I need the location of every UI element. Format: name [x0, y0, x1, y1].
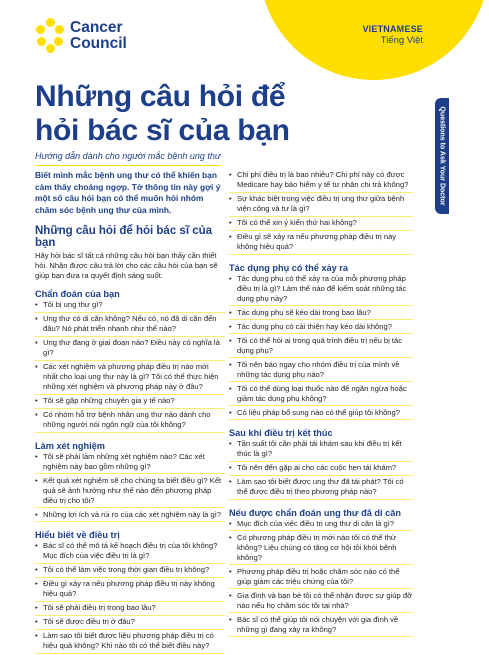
sun-icon	[36, 18, 64, 54]
side-tab-label: Questions to Ask Your Doctor	[438, 106, 446, 206]
question-item: • Tôi nên báo ngay cho nhóm điều trị của mình về những tác dụng phụ nào?	[229, 360, 413, 383]
section-heading: Hiểu biết về điều trị	[35, 530, 120, 540]
question-item: • Kết quả xét nghiệm sẽ cho chúng ta biết điều gì? Kết quả sẽ ảnh hưởng như thế nào đến phương pháp điều trị cho tôi?	[35, 476, 225, 509]
question-list	[229, 274, 413, 421]
question-item: • Mục đích của việc điều trị ung thư di căn là gì?	[229, 519, 413, 532]
main-paragraph: Hãy hỏi bác sĩ tất cả những câu hỏi bạn thấy cần thiết hỏi. Nhận được câu trả lời cho các câu hỏi của bạn sẽ giúp bạn đưa ra quyết định sáng suốt.	[35, 251, 218, 280]
main-heading: Những câu hỏi để hỏi bác sĩ của bạn	[35, 225, 213, 249]
question-list	[35, 541, 225, 654]
question-item: • Sự khác biệt trong việc điều trị ung thư giữa bệnh viện công và tư là gì?	[229, 194, 413, 217]
language-english: VIETNAMESE	[362, 24, 423, 34]
question-item: • Những lợi ích và rủi ro của các xét nghiệm này là gì?	[35, 510, 225, 523]
section-heading: Tác dụng phụ có thể xảy ra	[229, 262, 348, 273]
section-heading: Nếu được chẩn đoán ung thư đã di căn	[229, 507, 401, 518]
question-list	[35, 300, 225, 433]
question-item: • Ung thư đang ở giai đoạn nào? Điều này có nghĩa là gì?	[35, 338, 225, 361]
left-sections	[35, 289, 225, 654]
question-item: • Tôi nên đến gặp ai cho các cuộc hẹn tái khám?	[229, 463, 413, 476]
question-item: • Tôi sẽ phải điều trị trong bao lâu?	[35, 603, 225, 616]
title-line2: hỏi bác sĩ của bạn	[35, 114, 290, 147]
intro-text: Biết mình mắc bệnh ung thư có thể khiến bạn cảm thấy choáng ngợp. Tờ thông tin này gợi ý một số câu hỏi bạn có thể muốn hỏi nhóm chăm sóc bệnh ung thư của mình.	[35, 170, 221, 215]
divider	[35, 165, 221, 166]
question-item: • Tôi có thể làm việc trong thời gian điều trị không?	[35, 565, 225, 578]
section-heading: Chẩn đoán của bạn	[35, 289, 120, 299]
left-column	[35, 170, 225, 655]
cancer-council-logo	[36, 18, 127, 54]
page-subtitle: Hướng dẫn dành cho người mắc bệnh ung thư	[35, 151, 221, 161]
question-item: • Điều gì sẽ xảy ra nếu phương pháp điều trị này không hiệu quả?	[229, 232, 413, 255]
question-item: • Tôi sẽ phải làm những xét nghiệm nào? Các xét nghiệm này bao gồm những gì?	[35, 452, 225, 475]
section-heading: Sau khi điều trị kết thúc	[229, 428, 333, 438]
section-heading: Làm xét nghiệm	[35, 440, 105, 451]
question-item: • Tôi sẽ được điều trị ở đâu?	[35, 617, 225, 630]
language-native: Tiếng Việt	[380, 35, 423, 46]
side-tab	[435, 98, 449, 214]
question-item: • Làm sao tôi biết được liệu phương pháp điều trị có hiệu quả không? Khi nào tôi có thể biết điều này?	[35, 631, 225, 654]
logo-line1: Cancer	[70, 19, 123, 36]
question-item: • Tôi có thể dùng loại thuốc nào để ngăn ngừa hoặc giảm tác dụng phụ không?	[229, 384, 413, 407]
question-item: • Tôi có thể xin ý kiến thứ hai không?	[229, 218, 413, 231]
question-item: • Các xét nghiệm và phương pháp điều trị nào mới nhất cho loại ung thư này là gì? Tôi có thể thực hiện những xét nghiệm và phương pháp này ở đâu?	[35, 362, 225, 395]
question-item: • Tôi có thể hỏi ai trong quá trình điều trị nếu bị tác dụng phụ?	[229, 336, 413, 359]
question-list	[35, 452, 225, 523]
question-item: • Tác dụng phụ có cải thiện hay kéo dài không?	[229, 322, 413, 335]
question-item: • Có phương pháp điều trị mới nào tôi có thể thử không? Liệu chúng có tăng cơ hội tồi khỏi bệnh không?	[229, 533, 413, 566]
question-item: • Tôi sẽ gặp những chuyên gia y tế nào?	[35, 396, 225, 409]
question-item: • Có nhóm hỗ trợ bệnh nhân ung thư nào dành cho những người nói ngôn ngữ của tôi không?	[35, 410, 225, 433]
question-item: • Làm sao tôi biết được ung thư đã tái phát? Tôi có thể được điều trị theo phương pháp nào?	[229, 477, 413, 500]
question-item: • Tác dụng phụ sẽ kéo dài trong bao lâu?	[229, 308, 413, 321]
question-item: • Gia đình và bạn bè tôi có thể nhận được sự giúp đỡ nào nếu họ chăm sóc tôi tại nhà?	[229, 591, 413, 614]
right-sections	[229, 170, 413, 637]
question-item: • Ung thư có di căn không? Nếu có, nó đã di căn đến đâu? Nó phát triển nhanh như thế nào?	[35, 314, 225, 337]
question-item: • Phương pháp điều trị hoặc chăm sóc nào có thể giúp giảm các triệu chứng của tôi?	[229, 567, 413, 590]
question-list	[229, 170, 413, 255]
title-line1: Những câu hỏi để	[35, 80, 286, 113]
question-item: • Bác sĩ có thể mô tả kế hoạch điều trị của tôi không? Mục đích của việc điều trị là gì?	[35, 541, 225, 564]
question-item: • Tôi bị ung thư gì?	[35, 300, 225, 313]
logo-line2: Council	[70, 35, 127, 52]
question-item: • Chi phí điều trị là bao nhiêu? Chi phí này có được Medicare hay bảo hiểm y tế tư nhân chi trả không?	[229, 170, 413, 193]
question-item: • Có liệu pháp bổ sung nào có thể giúp tôi không?	[229, 408, 413, 421]
question-item: • Tần suất tôi cần phải tái khám sau khi điều trị kết thúc là gì?	[229, 439, 413, 462]
right-column	[229, 170, 413, 639]
question-list	[229, 519, 413, 638]
page-title	[35, 80, 355, 148]
question-item: • Bác sĩ có thể giúp tôi nói chuyện với gia đình về những gì đang xảy ra không?	[229, 615, 413, 638]
language-label	[362, 24, 423, 46]
question-list	[229, 439, 413, 500]
question-item: • Điều gì xảy ra nếu phương pháp điều trị này không hiệu quả?	[35, 579, 225, 602]
question-item: • Tác dụng phụ có thể xảy ra của mỗi phương pháp điều trị là gì? Làm thế nào để kiểm soát những tác dụng phụ này?	[229, 274, 413, 307]
